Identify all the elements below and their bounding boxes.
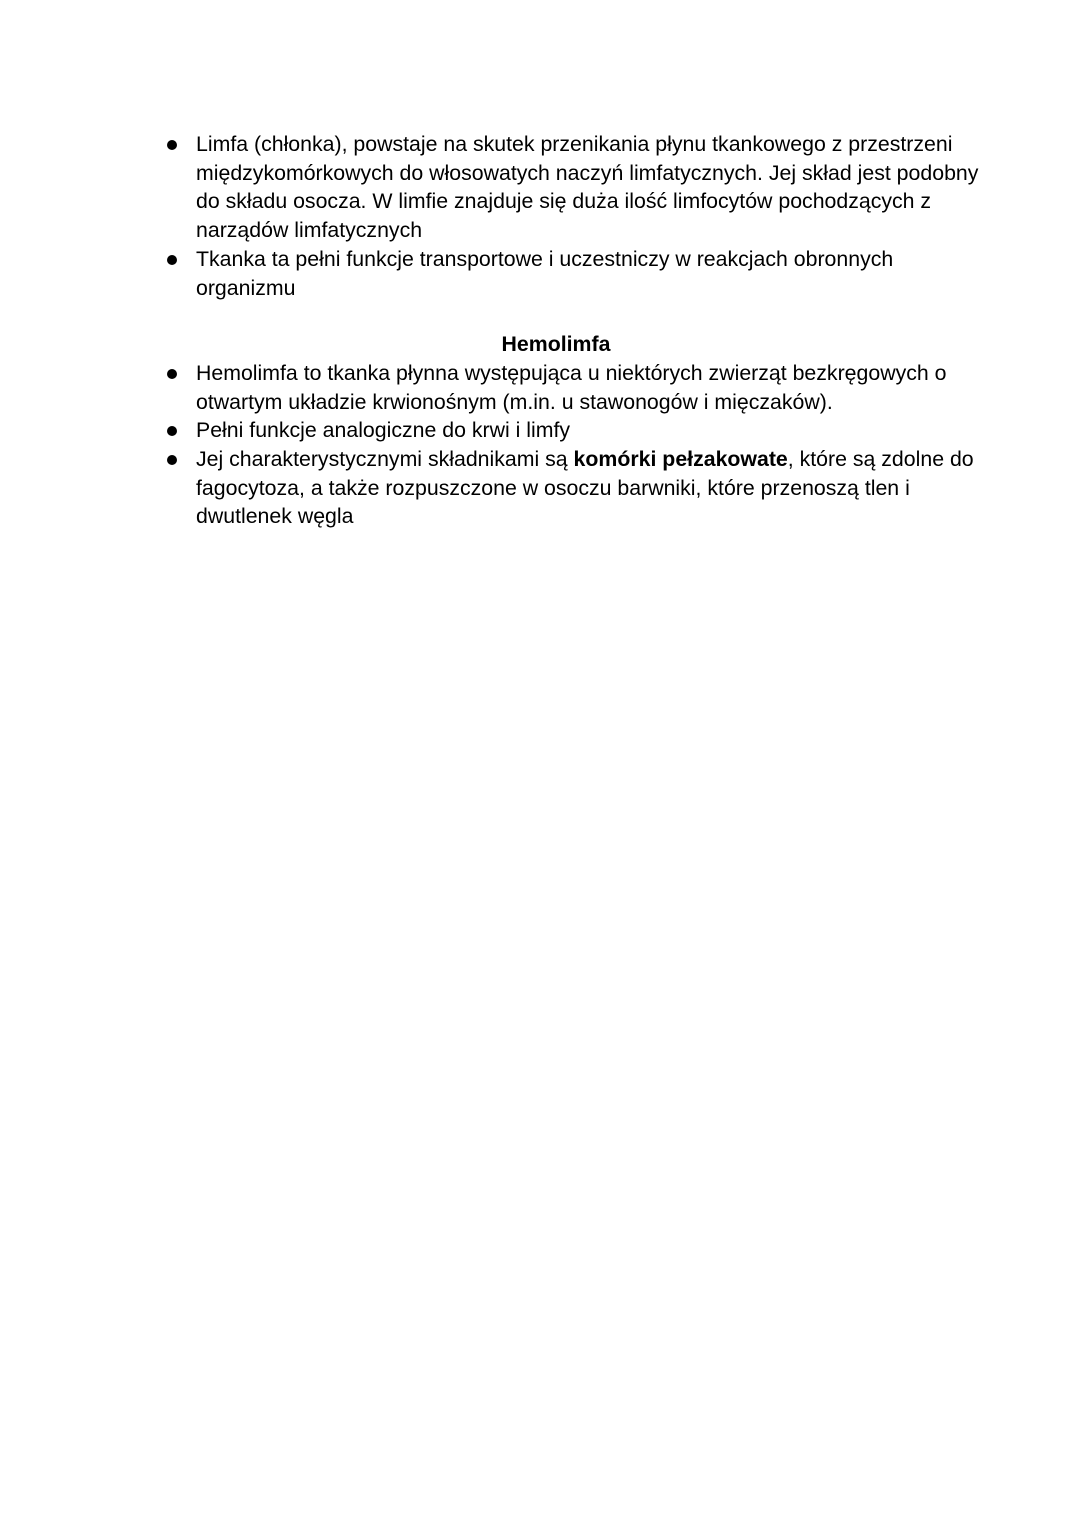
highlighted-term: komórki pełzakowate: [573, 447, 788, 472]
list-item-text-before: Jej charakterystycznymi składnikami są: [196, 447, 574, 472]
limfa-list: [163, 130, 983, 302]
bullet-icon: [167, 140, 177, 150]
bullet-icon: [167, 426, 177, 436]
list-item-text: Pełni funkcje analogiczne do krwi i limfy: [196, 418, 571, 443]
list-item: [163, 416, 983, 445]
list-item: [163, 130, 983, 245]
hemolimfa-list: [163, 359, 983, 531]
section-heading-hemolimfa: Hemolimfa: [501, 332, 611, 357]
list-item: [163, 359, 983, 416]
bullet-icon: [167, 369, 177, 379]
list-item-text: Tkanka ta pełni funkcje transportowe i uczestniczy w reakcjach obronnych organizmu: [196, 246, 894, 300]
document-content: [163, 130, 983, 531]
list-item-text: Limfa (chłonka), powstaje na skutek przenikania płynu tkankowego z przestrzeni międzykomórkowych do włosowatych naczyń limfatycznych. Jej skład jest podobny do składu osocza. W limfie znajduje się duża ilość limfocytów pochodzących z narządów limfatycznych: [196, 132, 979, 243]
list-item: [163, 245, 983, 302]
list-item: [163, 445, 983, 531]
bullet-icon: [167, 255, 177, 265]
list-item-text-after: , które są zdolne do fagocytoza, a także rozpuszczone w osoczu barwniki, które przenoszą tlen i dwutlenek węgla: [196, 447, 974, 529]
bullet-icon: [167, 455, 177, 465]
list-item-text: Hemolimfa to tkanka płynna występująca u niektórych zwierząt bezkręgowych o otwartym układzie krwionośnym (m.in. u stawonogów i mięczaków).: [196, 360, 947, 414]
